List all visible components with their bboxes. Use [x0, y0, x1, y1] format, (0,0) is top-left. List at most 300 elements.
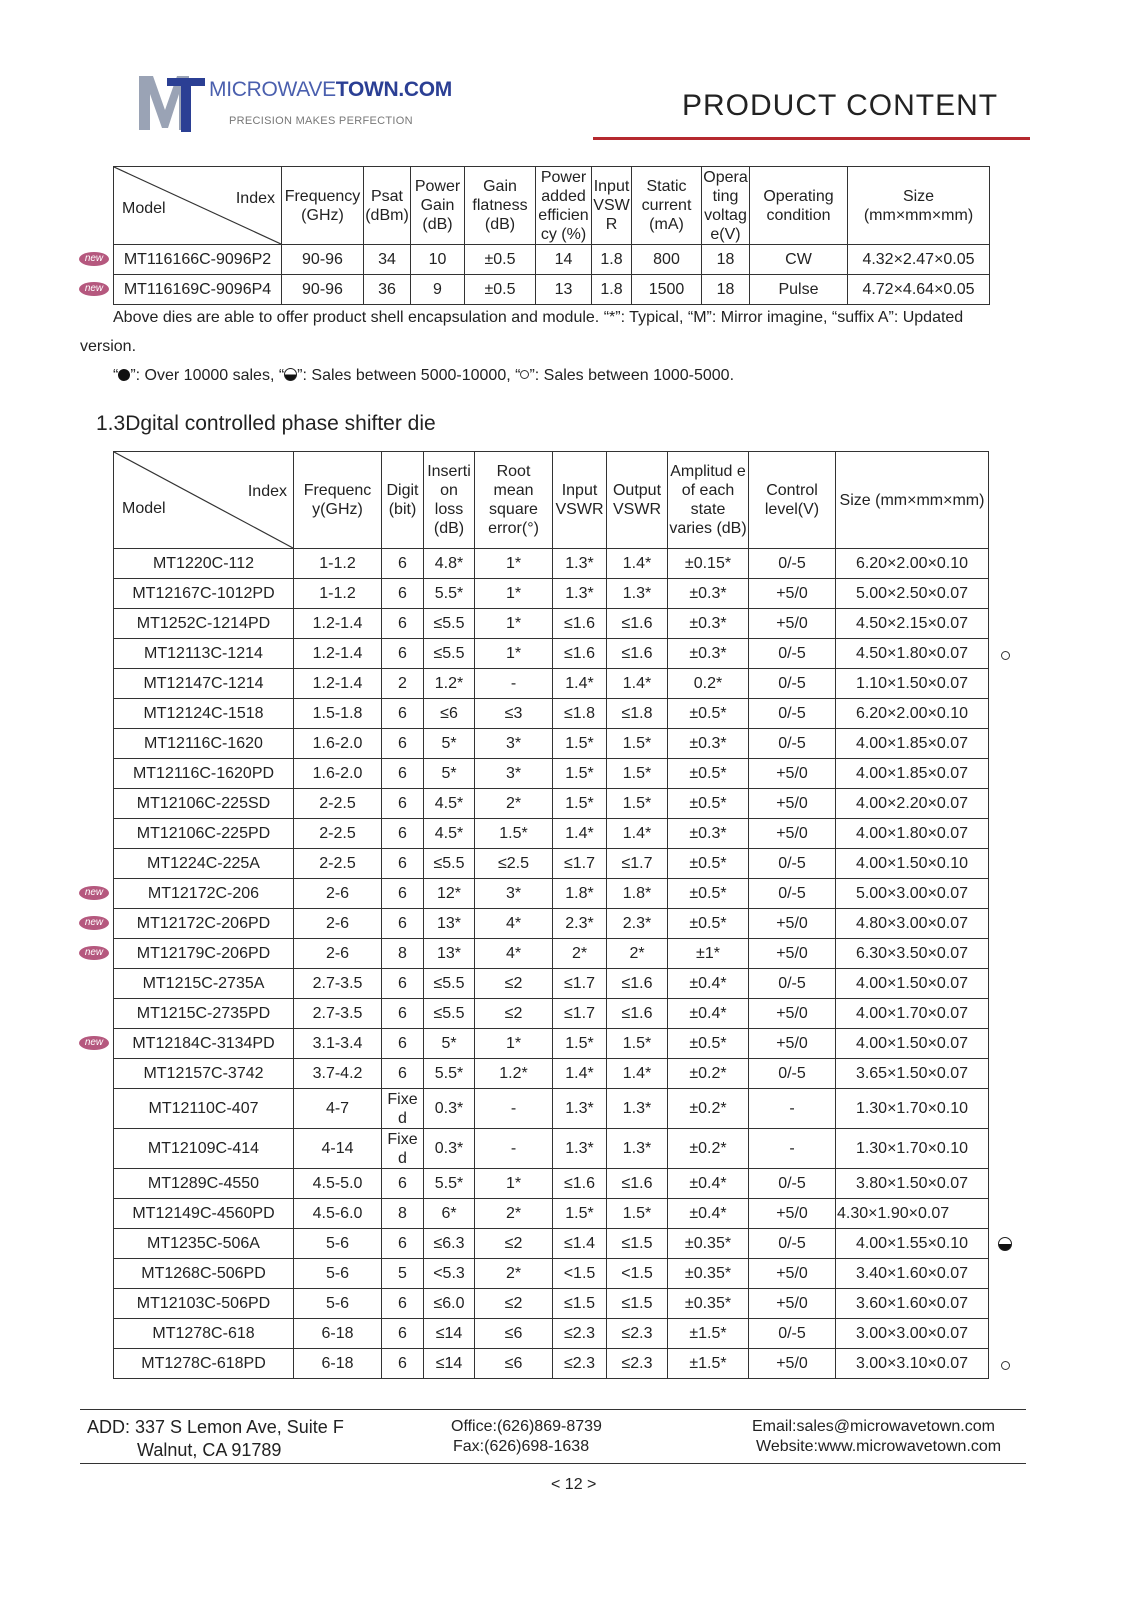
table-cell: 6 [382, 819, 424, 849]
table-cell: ±0.5* [668, 879, 749, 909]
table-cell: 1-1.2 [294, 579, 382, 609]
footer-website: Website:www.microwavetown.com [756, 1438, 1002, 1455]
table-cell: 6 [382, 1029, 424, 1059]
table-cell: ≤2.3 [607, 1349, 668, 1379]
table-cell: 0/-5 [749, 669, 836, 699]
table-cell: ≤5.5 [424, 969, 475, 999]
table-cell: 1.8 [592, 245, 632, 275]
model-cell: MT12110C-407 [114, 1089, 294, 1129]
table-cell: 12* [424, 879, 475, 909]
table-cell: ≤14 [424, 1349, 475, 1379]
table-row [114, 1169, 989, 1199]
table-cell: ≤6.3 [424, 1229, 475, 1259]
empty-circle-icon [1001, 651, 1010, 660]
column-header: Frequenc y(GHz) [294, 452, 382, 549]
table-cell: 6 [382, 729, 424, 759]
table-cell: <1.5 [553, 1259, 607, 1289]
table-cell: 1.30×1.70×0.10 [836, 1129, 989, 1169]
table-cell: 3* [475, 729, 553, 759]
table-cell: 5.00×2.50×0.07 [836, 579, 989, 609]
table-cell: ≤1.8 [553, 699, 607, 729]
table-cell: ±0.4* [668, 1199, 749, 1229]
footer-bottom-rule [80, 1463, 1026, 1464]
table-cell: 6 [382, 1289, 424, 1319]
column-header: Control level(V) [749, 452, 836, 549]
new-badge-icon: new [79, 946, 109, 960]
model-cell: MT12106C-225PD [114, 819, 294, 849]
footer-fax: Fax:(626)698-1638 [453, 1438, 590, 1455]
footer-address-line1: ADD: 337 S Lemon Ave, Suite F [87, 1417, 344, 1437]
table-row [114, 729, 989, 759]
table-cell: 2-6 [294, 939, 382, 969]
table-cell: 1.4* [553, 669, 607, 699]
table-cell: +5/0 [749, 759, 836, 789]
mt-logo-mark-icon [137, 72, 207, 134]
table-cell: 0/-5 [749, 969, 836, 999]
table-cell: 1.3* [553, 549, 607, 579]
table-row [114, 909, 989, 939]
table-cell: 4.30×1.90×0.07 [836, 1199, 989, 1229]
table-cell: 1* [475, 1169, 553, 1199]
table-cell: 1.5* [553, 729, 607, 759]
table-cell: 2.3* [607, 909, 668, 939]
table-cell: 6 [382, 969, 424, 999]
table-cell: 90-96 [282, 275, 364, 305]
table-cell: +5/0 [749, 999, 836, 1029]
table-cell: 1.2-1.4 [294, 639, 382, 669]
table-cell: 800 [632, 245, 702, 275]
table-cell: 1.6-2.0 [294, 729, 382, 759]
table-cell: 0/-5 [749, 1229, 836, 1259]
table-cell: 2* [475, 1199, 553, 1229]
table-cell: ±0.15* [668, 549, 749, 579]
table-cell: 9 [411, 275, 465, 305]
table-cell: 3.40×1.60×0.07 [836, 1259, 989, 1289]
column-header: Power added efficien cy (%) [536, 167, 592, 245]
table-cell: ≤6 [424, 699, 475, 729]
table-cell: - [749, 1089, 836, 1129]
table-cell: 2* [475, 789, 553, 819]
table-cell: ≤3 [475, 699, 553, 729]
model-cell: MT1215C-2735PD [114, 999, 294, 1029]
table-cell: 1.5* [607, 1029, 668, 1059]
table-cell: 4.32×2.47×0.05 [848, 245, 990, 275]
diagonal-header-cell [114, 452, 294, 549]
table-cell: 0/-5 [749, 699, 836, 729]
column-header: Size (mm×mm×mm) [848, 167, 990, 245]
section-heading: 1.3Dgital controlled phase shifter die [96, 412, 436, 435]
table-cell: 3.60×1.60×0.07 [836, 1289, 989, 1319]
column-header: Power Gain (dB) [411, 167, 465, 245]
table-cell: 6 [382, 879, 424, 909]
table-cell: ≤1.6 [607, 639, 668, 669]
table-cell: 1.4* [607, 1059, 668, 1089]
table-row [114, 1029, 989, 1059]
table-cell: 1.2* [424, 669, 475, 699]
table-cell: 1.8 [592, 275, 632, 305]
table-cell: ±0.3* [668, 609, 749, 639]
footer-office-phone: Office:(626)869-8739 [451, 1418, 602, 1435]
table-cell: 6 [382, 759, 424, 789]
column-header: Psat (dBm) [364, 167, 411, 245]
table-cell: ±0.3* [668, 579, 749, 609]
table-cell: ≤1.5 [607, 1229, 668, 1259]
table-cell: 6 [382, 1059, 424, 1089]
table-row [114, 1199, 989, 1229]
table-cell: 6 [382, 609, 424, 639]
table-cell: 6 [382, 1319, 424, 1349]
table-cell: 1* [475, 549, 553, 579]
index-label: Index [235, 190, 275, 207]
model-cell: MT1215C-2735A [114, 969, 294, 999]
model-cell: MT12116C-1620PD [114, 759, 294, 789]
table-row [114, 275, 990, 305]
model-label: Model [122, 200, 166, 217]
title-underline [593, 137, 1030, 140]
table-cell: ≤6 [475, 1349, 553, 1379]
model-cell: MT12147C-1214 [114, 669, 294, 699]
table-cell: +5/0 [749, 1259, 836, 1289]
table-cell: 3.65×1.50×0.07 [836, 1059, 989, 1089]
table-cell: ±0.35* [668, 1229, 749, 1259]
table-cell: CW [750, 245, 848, 275]
table-cell: ±0.5* [668, 849, 749, 879]
table-cell: Fixe d [382, 1089, 424, 1129]
model-cell: MT1235C-506A [114, 1229, 294, 1259]
table-cell: 5* [424, 759, 475, 789]
column-header: Gain flatness (dB) [465, 167, 536, 245]
table-cell: 1* [475, 1029, 553, 1059]
table-cell: 0.3* [424, 1129, 475, 1169]
table-cell: 6 [382, 549, 424, 579]
table-cell: 3* [475, 879, 553, 909]
table-cell: ≤1.6 [607, 999, 668, 1029]
table-cell: +5/0 [749, 909, 836, 939]
table-cell: 3.7-4.2 [294, 1059, 382, 1089]
table-cell: 4.00×1.55×0.10 [836, 1229, 989, 1259]
new-badge-icon: new [79, 1036, 109, 1050]
model-cell: MT12157C-3742 [114, 1059, 294, 1089]
table-cell: 90-96 [282, 245, 364, 275]
table-cell: 6 [382, 699, 424, 729]
table-cell: 6 [382, 639, 424, 669]
filled-circle-icon [118, 369, 130, 381]
table-cell: 4.00×1.70×0.07 [836, 999, 989, 1029]
table-cell: 6 [382, 1169, 424, 1199]
model-cell: MT1252C-1214PD [114, 609, 294, 639]
table-cell: 5-6 [294, 1259, 382, 1289]
column-header: Output VSWR [607, 452, 668, 549]
table-cell: ±0.5* [668, 1029, 749, 1059]
model-cell: MT1220C-112 [114, 549, 294, 579]
table-row [114, 669, 989, 699]
column-header: Inserti on loss (dB) [424, 452, 475, 549]
table-cell: 10 [411, 245, 465, 275]
model-cell: MT12113C-1214 [114, 639, 294, 669]
table-cell: 2-2.5 [294, 849, 382, 879]
table-cell: 5.5* [424, 579, 475, 609]
table-cell: 4.8* [424, 549, 475, 579]
table-cell: 1.10×1.50×0.07 [836, 669, 989, 699]
table-cell: ≤1.6 [607, 1169, 668, 1199]
table-cell: 1.5* [553, 759, 607, 789]
table-cell: ≤1.7 [553, 969, 607, 999]
table-cell: ≤14 [424, 1319, 475, 1349]
table-row [114, 639, 989, 669]
model-cell: MT1268C-506PD [114, 1259, 294, 1289]
model-cell: MT1224C-225A [114, 849, 294, 879]
model-cell: MT12103C-506PD [114, 1289, 294, 1319]
table-cell: 0.3* [424, 1089, 475, 1129]
column-header: Operating condition [750, 167, 848, 245]
table-cell: 2 [382, 669, 424, 699]
footer-address-line2: Walnut, CA 91789 [137, 1440, 282, 1460]
table-cell: 1.5* [607, 1199, 668, 1229]
model-cell: MT12116C-1620 [114, 729, 294, 759]
table-cell: 4-7 [294, 1089, 382, 1129]
table-cell: 6-18 [294, 1349, 382, 1379]
table-cell: 4.00×1.50×0.10 [836, 849, 989, 879]
table-cell: ≤1.6 [553, 1169, 607, 1199]
logo-wordmark: MICROWAVETOWN.COM [209, 78, 452, 101]
company-logo [137, 72, 452, 142]
table-cell: ±0.4* [668, 999, 749, 1029]
model-cell: MT12109C-414 [114, 1129, 294, 1169]
table-cell: 4-14 [294, 1129, 382, 1169]
table-row [114, 1289, 989, 1319]
table-cell: 1.3* [607, 1089, 668, 1129]
page-number: < 12 > [551, 1476, 597, 1493]
table-cell: 8 [382, 1199, 424, 1229]
table-cell: ≤1.6 [553, 639, 607, 669]
model-cell: MT12172C-206 [114, 879, 294, 909]
table-cell: 0.2* [668, 669, 749, 699]
table-cell: +5/0 [749, 609, 836, 639]
table-cell: - [475, 1129, 553, 1169]
table-cell: 6.20×2.00×0.10 [836, 549, 989, 579]
table-cell: 2-6 [294, 879, 382, 909]
table-cell: 2* [553, 939, 607, 969]
empty-circle-icon [1001, 1361, 1010, 1370]
table-cell: ≤1.5 [553, 1289, 607, 1319]
table-cell: 1.5-1.8 [294, 699, 382, 729]
table-cell: 1* [475, 639, 553, 669]
table-cell: 0/-5 [749, 849, 836, 879]
model-cell: MT12124C-1518 [114, 699, 294, 729]
table-cell: 3.1-3.4 [294, 1029, 382, 1059]
table-row [114, 789, 989, 819]
table-cell: ±1* [668, 939, 749, 969]
table-cell: 6 [382, 1349, 424, 1379]
table-cell: 1* [475, 579, 553, 609]
column-header: Input VSW R [592, 167, 632, 245]
table-cell: +5/0 [749, 939, 836, 969]
table-cell: 5-6 [294, 1289, 382, 1319]
table-row [114, 579, 989, 609]
table-cell: ±0.3* [668, 819, 749, 849]
half-filled-circle-icon [284, 368, 297, 381]
table-cell: ±0.2* [668, 1129, 749, 1169]
table-cell: 13* [424, 939, 475, 969]
table-cell: ±0.3* [668, 639, 749, 669]
table-cell: ±0.3* [668, 729, 749, 759]
table-cell: 0/-5 [749, 1319, 836, 1349]
table-cell: +5/0 [749, 579, 836, 609]
table-cell: 1.5* [553, 789, 607, 819]
table-cell: +5/0 [749, 1349, 836, 1379]
table-header-row [114, 452, 989, 549]
table-cell: 1.5* [475, 819, 553, 849]
table-cell: 1.2* [475, 1059, 553, 1089]
table-cell: 1.5* [607, 759, 668, 789]
table-cell: 0/-5 [749, 1169, 836, 1199]
table-cell: ≤1.6 [607, 969, 668, 999]
table-cell: ≤2.3 [607, 1319, 668, 1349]
table-cell: 4.00×2.20×0.07 [836, 789, 989, 819]
table-cell: 1.2-1.4 [294, 669, 382, 699]
table-cell: ≤2.3 [553, 1319, 607, 1349]
model-cell: MT12172C-206PD [114, 909, 294, 939]
new-badge-icon: new [79, 282, 109, 296]
table-row [114, 1089, 989, 1129]
table-row [114, 245, 990, 275]
table-row [114, 549, 989, 579]
table-cell: 3* [475, 759, 553, 789]
table-cell: 34 [364, 245, 411, 275]
column-header: Input VSWR [553, 452, 607, 549]
table-cell: 4.00×1.85×0.07 [836, 759, 989, 789]
table-cell: ≤1.4 [553, 1229, 607, 1259]
table-cell: 1.5* [553, 1199, 607, 1229]
table-cell: 6 [382, 999, 424, 1029]
table-cell: 1500 [632, 275, 702, 305]
table-cell: ≤2.5 [475, 849, 553, 879]
table-cell: ±0.5* [668, 909, 749, 939]
table-cell: 3.00×3.00×0.07 [836, 1319, 989, 1349]
table-cell: 0/-5 [749, 1059, 836, 1089]
table-cell: 0/-5 [749, 879, 836, 909]
table-cell: 2* [607, 939, 668, 969]
table-cell: 1-1.2 [294, 549, 382, 579]
table-cell: +5/0 [749, 819, 836, 849]
table-cell: 5 [382, 1259, 424, 1289]
table-cell: 13* [424, 909, 475, 939]
table-row [114, 759, 989, 789]
table-cell: 4.5* [424, 819, 475, 849]
new-badge-icon: new [79, 916, 109, 930]
table-cell: 4.80×3.00×0.07 [836, 909, 989, 939]
table-cell: 18 [702, 275, 750, 305]
table-cell: 2.3* [553, 909, 607, 939]
diagonal-header-cell [114, 167, 282, 245]
table-cell: 1* [475, 609, 553, 639]
table-cell: 5.5* [424, 1059, 475, 1089]
half-filled-circle-icon [998, 1237, 1012, 1251]
table-cell: 4* [475, 909, 553, 939]
model-label: Model [122, 500, 166, 517]
table-cell: ≤2.3 [553, 1349, 607, 1379]
encapsulation-note-cont: version. [80, 338, 137, 355]
table-row [114, 1319, 989, 1349]
table-cell: Fixe d [382, 1129, 424, 1169]
model-cell: MT116166C-9096P2 [114, 245, 282, 275]
table-cell: ±0.5* [668, 699, 749, 729]
table-row [114, 999, 989, 1029]
table-cell: 1.4* [607, 669, 668, 699]
table-cell: ≤6 [475, 1319, 553, 1349]
table-cell: 14 [536, 245, 592, 275]
table-cell: ≤2 [475, 969, 553, 999]
model-cell: MT12184C-3134PD [114, 1029, 294, 1059]
table-cell: 2-6 [294, 909, 382, 939]
table-row [114, 699, 989, 729]
table-cell: 6 [382, 579, 424, 609]
table-row [114, 1349, 989, 1379]
table-row [114, 1059, 989, 1089]
table-cell: 1.5* [607, 789, 668, 819]
table-cell: 6-18 [294, 1319, 382, 1349]
column-header: Frequency (GHz) [282, 167, 364, 245]
table-header-row [114, 167, 990, 245]
table-cell: ±0.5* [668, 789, 749, 819]
table-cell: 1.3* [553, 1089, 607, 1129]
table-cell: 5.5* [424, 1169, 475, 1199]
table-row [114, 879, 989, 909]
column-header: Size (mm×mm×mm) [836, 452, 989, 549]
table-cell: 5.00×3.00×0.07 [836, 879, 989, 909]
table-cell: 4.5* [424, 789, 475, 819]
table-cell: 6 [382, 1229, 424, 1259]
table-cell: 1.30×1.70×0.10 [836, 1089, 989, 1129]
table-cell: 13 [536, 275, 592, 305]
new-badge-icon: new [79, 886, 109, 900]
table-cell: 1.3* [607, 579, 668, 609]
column-header: Static current (mA) [632, 167, 702, 245]
table-cell: 4.50×1.80×0.07 [836, 639, 989, 669]
table-cell: ≤5.5 [424, 609, 475, 639]
table-cell: 1.5* [607, 729, 668, 759]
table-cell: 5* [424, 1029, 475, 1059]
table-cell: 1.3* [553, 579, 607, 609]
table-cell: +5/0 [749, 1199, 836, 1229]
table-cell: - [475, 1089, 553, 1129]
table-cell: 1.3* [553, 1129, 607, 1169]
model-cell: MT116169C-9096P4 [114, 275, 282, 305]
table-cell: 18 [702, 245, 750, 275]
table-cell: 6 [382, 849, 424, 879]
table-cell: 4.5-5.0 [294, 1169, 382, 1199]
table-cell: 1.8* [607, 879, 668, 909]
table-cell: ≤5.5 [424, 639, 475, 669]
table-cell: ≤1.6 [553, 609, 607, 639]
table-cell: ±0.5 [465, 275, 536, 305]
column-header: Opera ting voltag e(V) [703, 168, 748, 243]
table-cell: ≤2 [475, 1289, 553, 1319]
table-cell: 6.30×3.50×0.07 [836, 939, 989, 969]
table-cell: 6 [382, 909, 424, 939]
table-cell: 2* [475, 1259, 553, 1289]
table-cell: ≤1.6 [607, 609, 668, 639]
table-row [114, 819, 989, 849]
table-cell: ±0.4* [668, 969, 749, 999]
table-cell: ≤5.5 [424, 999, 475, 1029]
table-row [114, 849, 989, 879]
new-badge-icon: new [79, 252, 109, 266]
footer-email: Email:sales@microwavetown.com [752, 1418, 995, 1435]
table-cell: 4.00×1.85×0.07 [836, 729, 989, 759]
table-cell: ≤6.0 [424, 1289, 475, 1319]
table-cell: 1.6-2.0 [294, 759, 382, 789]
